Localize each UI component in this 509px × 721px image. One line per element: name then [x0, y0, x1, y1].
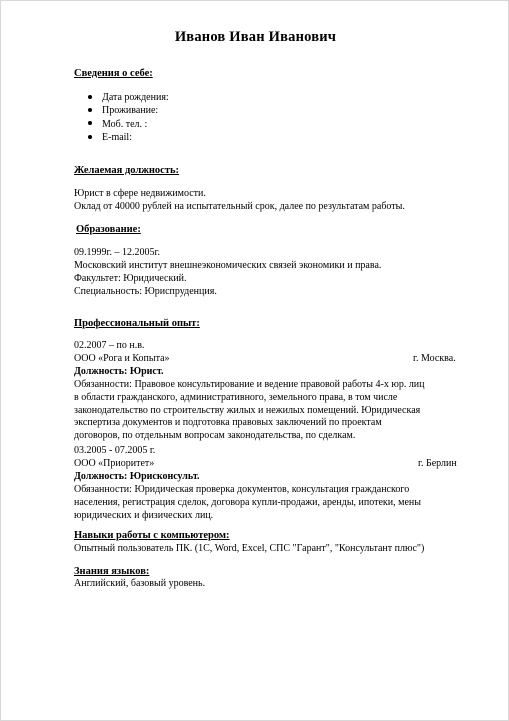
computer-skills-heading: Навыки работы с компьютером:: [74, 530, 230, 541]
education-text: 09.1999г. – 12.2005г. Московский институт внешнеэкономических связей экономики и права. Факультет: Юридический. Специальность: Юриспруденция.: [74, 247, 382, 297]
experience-heading: Профессиональный опыт:: [74, 318, 200, 329]
position-heading: Желаемая должность:: [74, 165, 180, 176]
job-company: ООО «Приоритет»: [74, 457, 155, 469]
bullet-icon: [88, 95, 92, 99]
about-list: [88, 91, 169, 144]
job-entry: 03.2005 - 07.2005 г. ООО «Приоритет» Должность: Юрисконсульт. Обязанности: Юридическая проверка документов, консультация гражданского населения, регистрация сделок, договора купли-продажи, аренды, ипотеки, мены юридических и физических лиц.: [74, 445, 474, 522]
languages-heading: Знания языков:: [74, 566, 150, 577]
about-item: E-mail:: [88, 131, 169, 144]
about-item: Дата рождения:: [88, 91, 169, 104]
job-city: г. Берлин: [418, 458, 457, 469]
about-item: Моб. тел. :: [88, 118, 169, 131]
position-text: Юрист в сфере недвижимости. Оклад от 40000 рублей на испытательный срок, далее по результатам работы.: [74, 188, 405, 212]
job-company: ООО «Рога и Копыта»: [74, 352, 170, 364]
computer-skills-text: Опытный пользователь ПК. (1С, Word, Excel, СПС "Гарант", "Консультант плюс"): [74, 543, 425, 554]
bullet-icon: [88, 135, 92, 139]
job-position: Должность: Юрист.: [74, 365, 164, 377]
about-heading: Сведения о себе:: [74, 68, 153, 79]
job-city: г. Москва.: [413, 353, 456, 364]
job-dates: 03.2005 - 07.2005 г.: [74, 445, 156, 456]
languages-text: Английский, базовый уровень.: [74, 578, 206, 589]
resume-title: Иванов Иван Иванович: [174, 29, 337, 45]
about-item: Проживание:: [88, 104, 169, 117]
job-position: Должность: Юрисконсульт.: [74, 470, 200, 482]
education-heading: Образование:: [76, 224, 141, 235]
bullet-icon: [88, 108, 92, 112]
job-entry: 02.2007 – по н.в. ООО «Рога и Копыта» Должность: Юрист. Обязанности: Правовое консультирование и ведение правовой работы 4-х юр. лиц в области гражданского, административного, земельного права, в том числе законодательство по строительству жилых и нежилых помещений. Юридическая экспертиза документов и подготовка правовых заключений по проектам договоров, по отдельным вопросам законодательства, по сделкам.: [74, 340, 474, 443]
job-dates: 02.2007 – по н.в.: [74, 340, 145, 351]
bullet-icon: [88, 121, 92, 125]
